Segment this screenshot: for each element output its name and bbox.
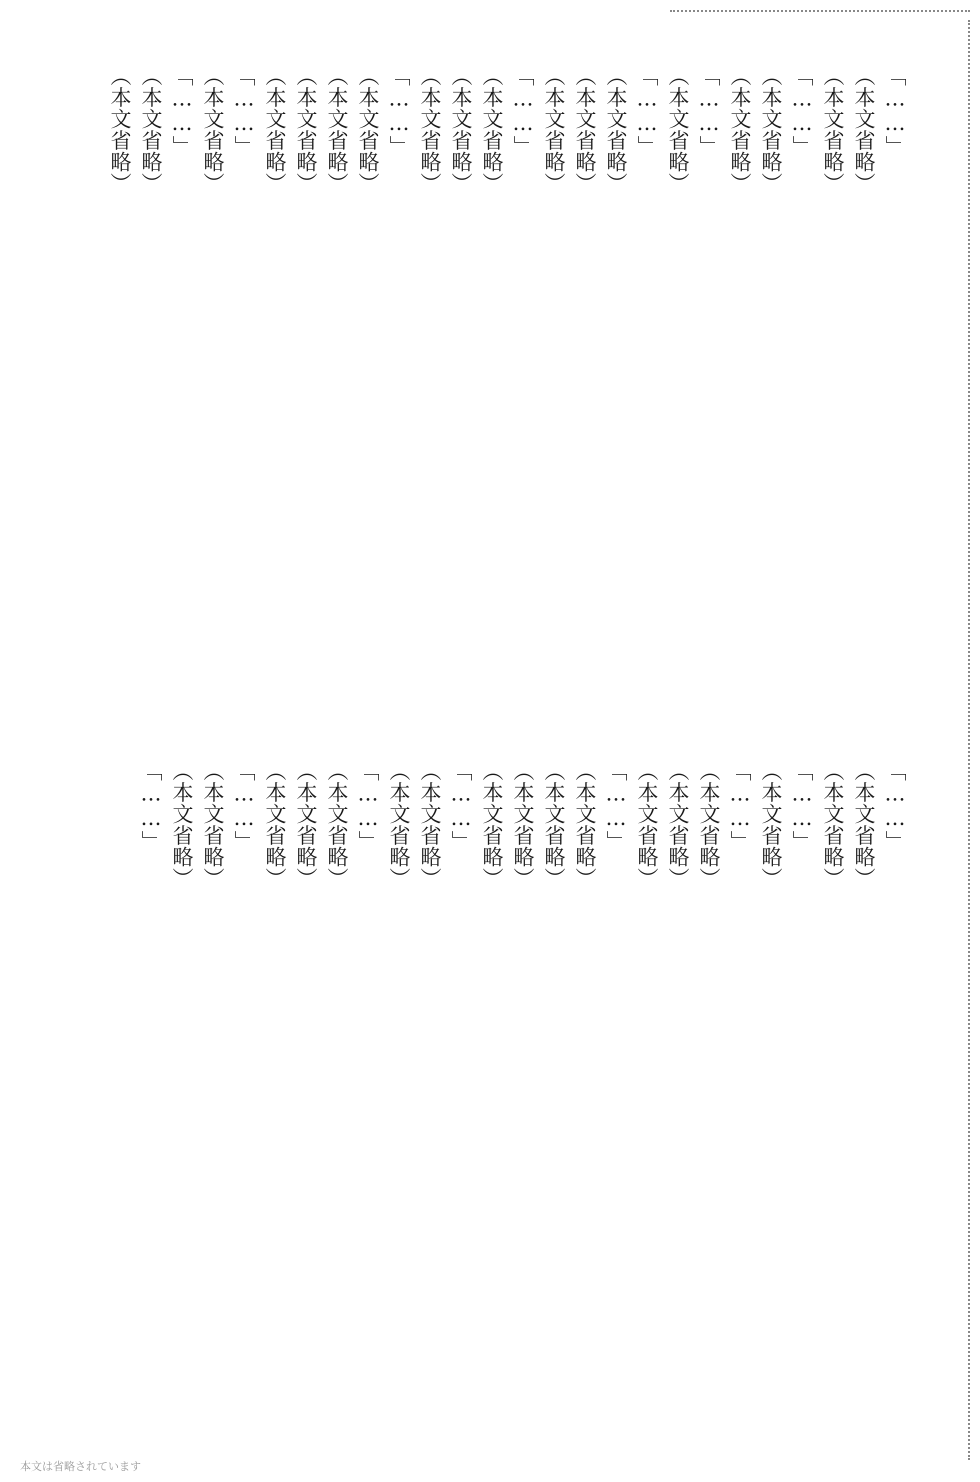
text-line: 「……」	[697, 65, 721, 157]
text-line: （本文省略）	[201, 65, 225, 194]
decorative-border-top	[670, 10, 970, 26]
text-line: （本文省略）	[852, 760, 876, 889]
text-line: （本文省略）	[294, 760, 318, 889]
text-line: 「……」	[728, 760, 752, 852]
text-line: （本文省略）	[418, 65, 442, 194]
text-line: （本文省略）	[356, 65, 380, 194]
text-line: （本文省略）	[201, 760, 225, 889]
text-block-top	[70, 65, 910, 745]
text-line: （本文省略）	[294, 65, 318, 194]
text-line: （本文省略）	[263, 65, 287, 194]
text-line: （本文省略）	[542, 760, 566, 889]
text-line: 「……」	[232, 760, 256, 852]
placeholder-note: 本文は省略されています	[20, 1460, 141, 1473]
text-line: （本文省略）	[604, 65, 628, 194]
text-line: （本文省略）	[759, 760, 783, 889]
text-line: 「……」	[883, 760, 907, 852]
text-line: （本文省略）	[573, 760, 597, 889]
text-line: （本文省略）	[511, 760, 535, 889]
text-line: （本文省略）	[666, 65, 690, 194]
text-line: 「……」	[387, 65, 411, 157]
text-line: （本文省略）	[852, 65, 876, 194]
text-line: 「……」	[883, 65, 907, 157]
text-line: （本文省略）	[666, 760, 690, 889]
text-line: （本文省略）	[821, 65, 845, 194]
text-line: 「……」	[511, 65, 535, 157]
text-line: （本文省略）	[387, 760, 411, 889]
text-line: 「……」	[170, 65, 194, 157]
text-line: 「……」	[232, 65, 256, 157]
text-line: 「……」	[790, 65, 814, 157]
text-line: 「……」	[604, 760, 628, 852]
text-line: 「……」	[139, 760, 163, 852]
text-line: （本文省略）	[325, 65, 349, 194]
text-line: （本文省略）	[759, 65, 783, 194]
text-line: （本文省略）	[635, 760, 659, 889]
text-line: （本文省略）	[170, 760, 194, 889]
text-line: （本文省略）	[542, 65, 566, 194]
text-line: （本文省略）	[449, 65, 473, 194]
text-line: 「……」	[356, 760, 380, 852]
text-line: （本文省略）	[263, 760, 287, 889]
decorative-border-right	[950, 20, 970, 1460]
text-line: 「……」	[635, 65, 659, 157]
text-line: （本文省略）	[697, 760, 721, 889]
text-line: （本文省略）	[573, 65, 597, 194]
text-line: （本文省略）	[728, 65, 752, 194]
text-block-bottom	[70, 760, 910, 1440]
text-line: （本文省略）	[480, 65, 504, 194]
text-line: 「……」	[790, 760, 814, 852]
text-line: 「……」	[449, 760, 473, 852]
text-line: （本文省略）	[821, 760, 845, 889]
text-line: （本文省略）	[325, 760, 349, 889]
text-line: （本文省略）	[480, 760, 504, 889]
text-line: （本文省略）	[418, 760, 442, 889]
text-line: （本文省略）	[139, 65, 163, 194]
text-line: （本文省略）	[108, 65, 132, 194]
